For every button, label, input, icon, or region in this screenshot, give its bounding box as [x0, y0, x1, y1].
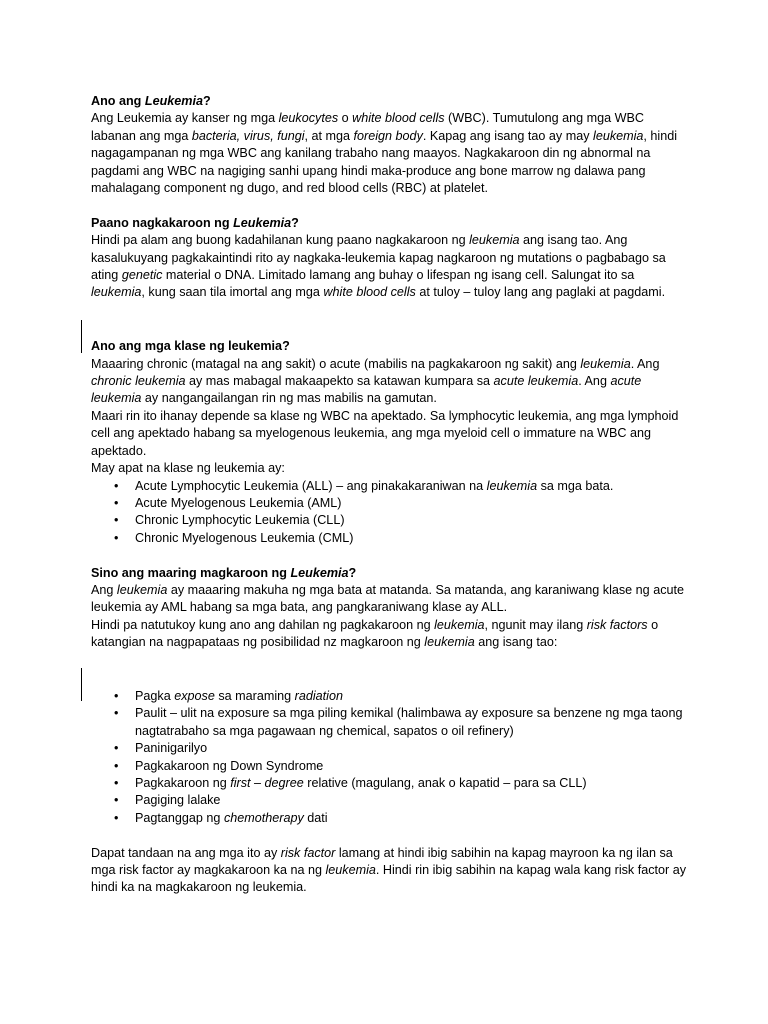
- italic-term: acute leukemia: [91, 374, 642, 406]
- italic-term: leukemia: [325, 862, 376, 877]
- risk-factors-list: [91, 688, 691, 827]
- italic-term: Leukemia: [290, 565, 349, 580]
- list-item: • Paulit – ulit na exposure sa mga piling kemikal (halimbawa ay exposure sa benzene ng mga taong nagtatrabaho sa mga pagawaan ng chemical, sapatos o oil refinery): [91, 705, 691, 740]
- italic-term: leukemia: [486, 478, 538, 493]
- italic-term: radiation: [294, 688, 343, 703]
- italic-term: Leukemia: [144, 94, 203, 108]
- italic-term: risk factor: [280, 845, 336, 860]
- italic-term: leukemia: [116, 582, 168, 597]
- leukemia-types-list: [91, 478, 691, 548]
- paragraph: Maaaring chronic (matagal na ang sakit) o acute (mabilis na pagkakaroon ng sakit) ang leukemia. Ang chronic leukemia ay mas mabagal makaapekto sa katawan kumpara sa acute leukemia. Ang acute leukemia ay nangangailangan rin ng mas mabilis na gamutan.: [91, 356, 660, 406]
- italic-term: leukemia: [434, 617, 485, 632]
- paragraph: Ang Leukemia ay kanser ng mga leukocytes o white blood cells (WBC). Tumutulong ang mga WBC labanan ang mga bacteria, virus, fungi, at mga foreign body. Kapag ang isang tao ay may leukemia, hindi nagagampanan ng mga WBC ang kanilang trabaho nang maayos. Nagkakaroon din ng abnormal na pagdami ang WBC na nagiging sanhi upang hindi maka-produce ang bone marrow ng dalawa pang mahalagang component ng dugo, and red blood cells (RBC) at platelet.: [91, 111, 678, 196]
- italic-term: chemotherapy: [223, 810, 304, 825]
- italic-term: white blood cells: [323, 285, 416, 300]
- italic-term: genetic: [121, 268, 163, 283]
- section-heading-klase-ng-leukemia: Ano ang mga klase ng leukemia?: [91, 339, 290, 354]
- italic-term: foreign body: [353, 128, 423, 143]
- italic-term: first – degree: [230, 775, 304, 790]
- document-page: [91, 93, 691, 897]
- italic-term: leukemia: [91, 285, 142, 300]
- italic-term: bacteria, virus, fungi: [191, 128, 305, 143]
- section-heading-sino-ang-maaring: Sino ang maaring magkaroon ng Leukemia?: [91, 565, 357, 580]
- paragraph: Maari rin ito ihanay depende sa klase ng WBC na apektado. Sa lymphocytic leukemia, ang mga lymphoid cell ang apektado habang sa myelogenous leukemia, ang mga myeloid cell o immature na WBC ang apektado.: [91, 408, 679, 458]
- italic-term: white blood cells: [352, 111, 445, 126]
- italic-term: leukemia: [580, 356, 631, 371]
- closing-paragraph: Dapat tandaan na ang mga ito ay risk factor lamang at hindi ibig sabihin na kapag mayroon ka ng ilan sa mga risk factor ay magkakaroon ka na ng leukemia. Hindi rin ibig sabihin na kapag wala kang risk factor ay hindi ka na magkakaroon ng leukemia.: [91, 845, 687, 895]
- paragraph: Hindi pa alam ang buong kadahilanan kung paano nagkakaroon ng leukemia ang isang tao. Ang kasalukuyang pagkakaintindi rito ay nagkaka-leukemia kapag nagkaroon ng mutations o pagbabago sa ating genetic material o DNA. Limitado lamang ang buhay o lifespan ng isang cell. Salungat ito sa leukemia, kung saan tila imortal ang mga white blood cells at tuloy – tuloy lang ang paglaki at pagdami.: [91, 233, 666, 300]
- list-item: • Acute Myelogenous Leukemia (AML): [91, 495, 691, 512]
- list-item: • Pagtanggap ng chemotherapy dati: [91, 810, 691, 827]
- list-item: • Pagiging lalake: [91, 792, 691, 809]
- paragraph: Ang leukemia ay maaaring makuha ng mga bata at matanda. Sa matanda, ang karaniwang klase ng acute leukemia ay AML habang sa mga bata, ang pangkaraniwang klase ay ALL.: [91, 582, 684, 615]
- italic-term: acute leukemia: [493, 374, 579, 389]
- list-item: • Chronic Lymphocytic Leukemia (CLL): [91, 512, 691, 529]
- text-cursor-marker: [81, 668, 82, 701]
- italic-term: chronic leukemia: [91, 374, 186, 389]
- list-item: • Pagka expose sa maraming radiation: [91, 688, 691, 705]
- italic-term: leukocytes: [278, 111, 339, 126]
- paragraph: May apat na klase ng leukemia ay:: [91, 461, 285, 476]
- list-item: • Paninigarilyo: [91, 740, 691, 757]
- list-item: • Chronic Myelogenous Leukemia (CML): [91, 530, 691, 547]
- italic-term: expose: [174, 688, 215, 703]
- italic-term: risk factors: [586, 617, 648, 632]
- italic-term: leukemia: [469, 233, 520, 248]
- section-heading-paano-nagkakaroon: Paano nagkakaroon ng Leukemia?: [91, 215, 299, 230]
- list-item: • Acute Lymphocytic Leukemia (ALL) – ang pinakakaraniwan na leukemia sa mga bata.: [91, 478, 691, 495]
- list-item: • Pagkakaroon ng Down Syndrome: [91, 758, 691, 775]
- italic-term: leukemia: [593, 128, 644, 143]
- section-heading-ano-ang-leukemia: Ano ang Leukemia?: [91, 94, 211, 108]
- italic-term: leukemia: [424, 635, 475, 650]
- text-cursor-marker: [81, 320, 82, 353]
- italic-term: Leukemia: [233, 215, 292, 230]
- paragraph: Hindi pa natutukoy kung ano ang dahilan ng pagkakaroon ng leukemia, ngunit may ilang risk factors o katangian na nagpapataas ng posibilidad nz magkaroon ng leukemia ang isang tao:: [91, 617, 659, 650]
- list-item: • Pagkakaroon ng first – degree relative (magulang, anak o kapatid – para sa CLL): [91, 775, 691, 792]
